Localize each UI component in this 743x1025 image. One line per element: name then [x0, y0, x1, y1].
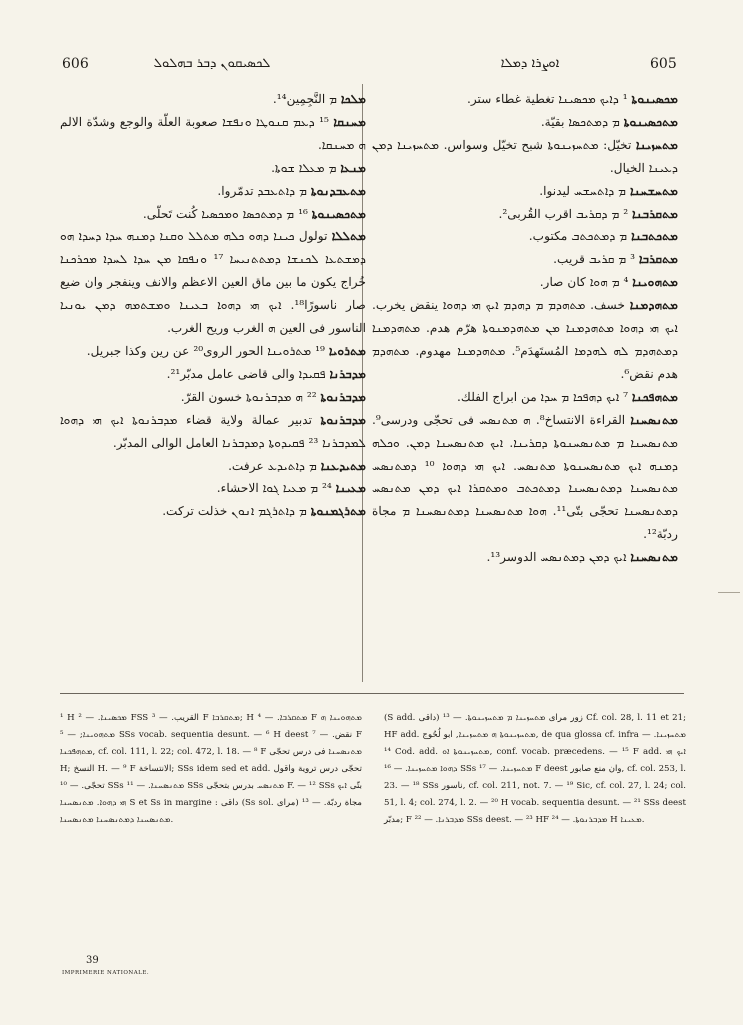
entry-text: ²⁴ ܡ ܡܥܝܐ ܓܘܐ الاحشاء. [216, 481, 332, 496]
headword: ܡܕܒܪܢܐ [329, 366, 366, 381]
entry-text: ¹⁹ ܡܬܪܘܝܢܐ الحور الروى²⁰ عن رين وكذا جبريل. [86, 343, 325, 358]
footnote-text: (S add. داقى) زور مراى ܡܬܚܙܝܢܐ ܡ ܡܬܚܙܝܢܘܬܐ. — ¹³ Cf. col. 28, l. 11 et 21; HF add. ܡܬܚܙܝܢܘܬܐ ܗ ܡܬܚܙܝܢܐ, ابو لُحُوج, de qua glossa cf. infra ܡܬܚܙܝܢܐ. — ¹⁴ Cod. add. ܡܬܚܙܝܢܘܬܐ ܐܘ, conf. vocab. præcedens. — ¹⁵ F add. ܐܝܟ ܗܝ ܕܗܘܐ ܡܬܚܙܝܢܐ. — ¹⁶ SSs ܡܬܚܙܝܢܐ. — ¹⁷ F deest وان منع صابور, cf. col. 253, l. 23. — ¹⁸ SSs ناسور, cf. col. 211, not. 7. — ¹⁹ Sic, cf. col. 27, l. 24; col. 51, l. 4; col. 274, l. 2. — ²⁰ H vocab. sequentia desunt. — ²¹ SSs deest مدبّر; F ܡܕܒܪܢܐ. — ²² SSs deest. — ²³ HF ܡܕܒܪܢܘܬܐ. — ²⁴ H ܡܥܝܢܐ. [384, 713, 687, 825]
entry [60, 88, 366, 111]
headword: ܡܬܚܫܚܢܐ [629, 183, 678, 198]
entry-text: ܡ ܕܐܬܝܕܥ عرفت. [228, 458, 317, 473]
entry-text: ܦܩܝܕܐ والى قاضى عامل مدبّر²¹. [166, 366, 326, 381]
headword: ܡܚܢܩܐ [333, 114, 366, 129]
entry-text: القراءة الانتساخ⁸. ܗ ܡܬܢܣܚ فى تحجّى ودرسى⁹. ܡܬܢܣܚܢܐ ܡ ܡܬܢܣܚܢܘܬܐ ܕܩܪܝܢܐ. ܐܝܟ ܡܬܢܣܚܢܐ ܕܡܢ. ܘܟܠܗ ܕܡܢܗ ܐܝܟ ܡܬܢܣܚܢܘܬܐ ܡܬܢܣܚ. ܐܝܟ ܗܝ ܕܗܘܐ ¹⁰ ܕܡܬܢܣܚ ܡܬܢܣܚܢܐ ܕܡܬܢܣܚܢܐ ܕܡܬܟܬܒ ܘܡܬܩܪܐ ܐܝܟ ܕܡܢ ܡܬܢܣܚ ܕܡܬܢܣܚܢܐ تحجّى بتّى¹¹. ܗܘܐ ܡܬܢܣܚܢܐ ܕܡܬܢܣܚܢܐ ܡ مجاة ردبّة¹². [372, 412, 678, 542]
entry [372, 111, 678, 134]
entry-text: تخيّل: ܡܬܚܙܝܢܘܬܐ شبح تخيّل وسواس. ܡܬܚܙܝܢܐ ܕܡܢ ܕܥܝܢܐ الخيال. [372, 137, 678, 175]
page-number-right: 605 [650, 56, 677, 72]
entry [60, 157, 366, 180]
entry [372, 225, 678, 248]
entry-text: ⁴ ܡ ܗܘܐ كان صار. [539, 275, 629, 290]
entry [60, 225, 366, 340]
headword: ܡܥܝܢܐ [335, 481, 366, 496]
entry [60, 111, 366, 157]
entry-text: ܡ ܡܥܠܐ ܫܘܬܐ. [271, 160, 337, 175]
headword: ܡܬܪܓܡܢܘܬܐ [310, 504, 366, 519]
page-number-left: 606 [62, 56, 89, 72]
entry-text: ¹⁵ ܕܥܡ ܩܢܘܛܐ ܘܢܦܫܐ صعوبة العلّة والوجع وشدّة الالم ܗ ܡܚܢܩܐ. [60, 114, 366, 152]
running-title-left: ܠܟܣܝܩܘܢ ܕܒܪ ܒܗܠܘܠ [153, 56, 271, 71]
headword: ܡܠܟܐ [340, 92, 366, 106]
entry-text: ܡ ܕܐܬܚܫܚ ليدنوا. [539, 183, 627, 198]
left-column [60, 88, 366, 523]
entry [60, 180, 366, 203]
entry-text: ²² ܗ ܡܕܒܪܢܘܬܐ خسون القرّ. [180, 389, 317, 404]
entry [60, 363, 366, 386]
entry [372, 271, 678, 294]
headword: ܡܬܩܪܒܐ [638, 252, 678, 267]
headword: ܡܬܟܣܝܢܘܬܐ [623, 114, 678, 129]
headword: ܡܬܢܣܚܢܐ [630, 412, 678, 427]
headword: ܡܬܝܕܥܢܐ [320, 458, 366, 473]
entry [60, 477, 366, 500]
entry-text: ⁷ ܐܝܟ ܕܗܦܟܐ ܡ ܚܕܐ من ابراج الفلك. [457, 389, 629, 404]
headword: ܡܬܠܠܐ [331, 229, 366, 244]
headword: ܡܬܗܕܡܢܐ [629, 298, 679, 313]
headword: ܡܟܣܝܢܘܬܐ [631, 92, 678, 106]
entry-text: ܐܝܟ ܕܡܢ ܕܡܬܢܣܚ الدوسر¹³. [486, 550, 627, 565]
entry-text: ܡ النَّجِمِين¹⁴. [272, 92, 337, 106]
headword: ܡܕܒܪܢܘܬܐ [320, 412, 366, 427]
entry [60, 386, 366, 409]
footnotes-right [384, 710, 686, 829]
entry-text: ² ܡ ܕܩܪܝܒ اقرب القُربى². [498, 206, 629, 221]
entry-text: ¹⁶ ܡ ܕܡܬܟܣܐ ܘܡܟܣܝܐ كُنت تَحلّى. [142, 206, 308, 221]
headword: ܡܬܥܒܕܢܘܬܐ [310, 183, 366, 198]
entry-text: تدبير عمالة ولاية قضاء ܡܕܒܪܢܘܬܐ ܐܝܟ ܗܝ ܕܗܘܐ ܠܡܕܒܪܢܐ ²³ ܦܩܝܕܘܬܐ ܕܡܕܒܪܢܐ العامل الوالى المدبّر. [60, 412, 366, 450]
margin-mark [718, 592, 740, 593]
entry [372, 386, 678, 409]
entry [372, 203, 678, 226]
headword: ܡܬܗܦܟܢܐ [631, 389, 678, 404]
headword: ܡܬܟܣܝܢܘܬܐ [311, 206, 366, 221]
signature-mark: 39 [86, 955, 99, 966]
footnote-rule [60, 693, 684, 694]
headword: ܡܬܚܙܝܢܐ [635, 137, 678, 152]
entry [372, 248, 678, 271]
headword: ܡܬܪܘܝܐ [328, 343, 366, 358]
headword: ܡܢܥܐ [340, 160, 366, 175]
entry [372, 88, 678, 111]
footnotes-left [60, 710, 362, 829]
entry [372, 180, 678, 203]
printer-imprint: IMPRIMERIE NATIONALE. [62, 970, 150, 976]
right-column [372, 88, 678, 569]
entry-text: ܡ ܕܡܬܟܬܒ مكتوب. [528, 229, 628, 244]
entry [60, 409, 366, 455]
entry [372, 134, 678, 180]
headword: ܡܬܗܘܝܢܐ [632, 275, 678, 290]
entry-text: ¹ ܕܐܝܟ ܡܟܣܝܢܐ تغطية غطاء ستر. [466, 92, 628, 106]
entry [60, 455, 366, 478]
headword: ܡܬܟܬܒܢܐ [631, 229, 678, 244]
running-title-right: ܐܘܨܪܐ ܕܡܠܐ [500, 56, 560, 71]
entry-text: ܡ ܕܐܬܥܒܕ تدمّروا. [217, 183, 307, 198]
entry-text: خسف. ܡܬܗܕܡ ܡ ܕܗܕܡ ܐܝܟ ܗܝ ܕܗܘܐ ينقض يخرب. ܐܝܟ ܗܝ ܕܗܘܐ ܡܬܗܕܡܢܐ ܡܢ ܡܬܗܕܡܢܘܬܐ هرّم هدم. ܡܬܗܕܡܢܐ ܕܡܬܗܕܡ ܠܗ ܠܗܕܡܐ المُستَهدَم⁵. ܡܬܗܕܡܢܐ مهدوم. ܡܬܗܕܡ هدم نقض⁶. [372, 298, 678, 381]
entry [372, 409, 678, 546]
entry [60, 203, 366, 226]
entry [372, 546, 678, 569]
entry-text: تولول ܟܝܢܐ ܕܗܘ ܟܠܗ ܡܬܠܠ ܘܩܢܐ ܕܡܢܗ ܚܕܐ ܕܚܕܐ ܗܘ ܕܡܫܬܥܐ ܠܟܢܫܐ ܕܡܬܬܢܝܚܐ ¹⁷ ܘܢܦܩܐ ܡܢ ܚܕܐ ܠܚܕܐ ܡܟܪܟܢܐ خُراج يكون ما بين ماق العين الاعظم والانف وينفجر وان ضيع صار ناسورًا¹⁸. ܐܝܟ ܗܝ ܕܗܘܐ ܒܥܝܢܐ ܘܡܫܬܡܗ ܕܡܢ ܝܘܢܝܐ الناسور فى العين ܗ الغرب وريح الغرب. [60, 229, 367, 336]
entry [60, 340, 366, 363]
headword: ܡܬܢܣܚܢܐ [630, 550, 678, 565]
headword: ܡܬܩܪܒܢܐ [632, 206, 678, 221]
entry-text: ܡ ܕܐܬܪܓܡ ܐܢܘܢ خذلت تركت. [162, 504, 307, 519]
entry-text: ³ ܡ ܩܪܝܒ قريب. [553, 252, 635, 267]
footnote-text: ¹ H ܡܟܣܝܢܐ. — ² FSS القريب. — ³ F ܡܬܩܪܒܐ; H ܡܬܩܪܒܐ. — ⁴ F ܡܬܗܘܝܢܐ ܗ ܡܬܗܘܝܢܐ; — ⁵ SSs vocab. sequentia desunt. — ⁶ H deest نقض. — ⁷ F ܡܬܗܦܟܢܐ, cf. col. 111, l. 22; col. 472, l. 18. — ⁸ F ܡܬܢܣܚܢܐ فى درس تحجّى H; النسخ H. — ⁹ F الانتساخة; SSs idem sed et add. تحجّى درس تروية واقول تحجّى. — ¹⁰ SSs ܡܬܢܣܚܢܐ. — ¹¹ SSs ܡܬܢܣܚ بدرس بتحجّى F. — ¹² SSs بتّى ܐܝܟ ܗܝ ܕܗܘܐ. ܡܬܢܣܚܢܐ S et Ss in margine : داقى (Ss sol. مراى) مجاة ردبّة. — ¹³ ܡܬܢܣܚܢܐ ܕܡܬܢܣܚܢܐ ܡܬܢܣܚܢܐ. [60, 713, 363, 825]
entry [372, 294, 678, 386]
entry [60, 500, 366, 523]
headword: ܡܕܒܪܢܘܬܐ [320, 389, 366, 404]
entry-text: ܡ ܕܡܬܟܣܐ بقيّة. [540, 114, 620, 129]
